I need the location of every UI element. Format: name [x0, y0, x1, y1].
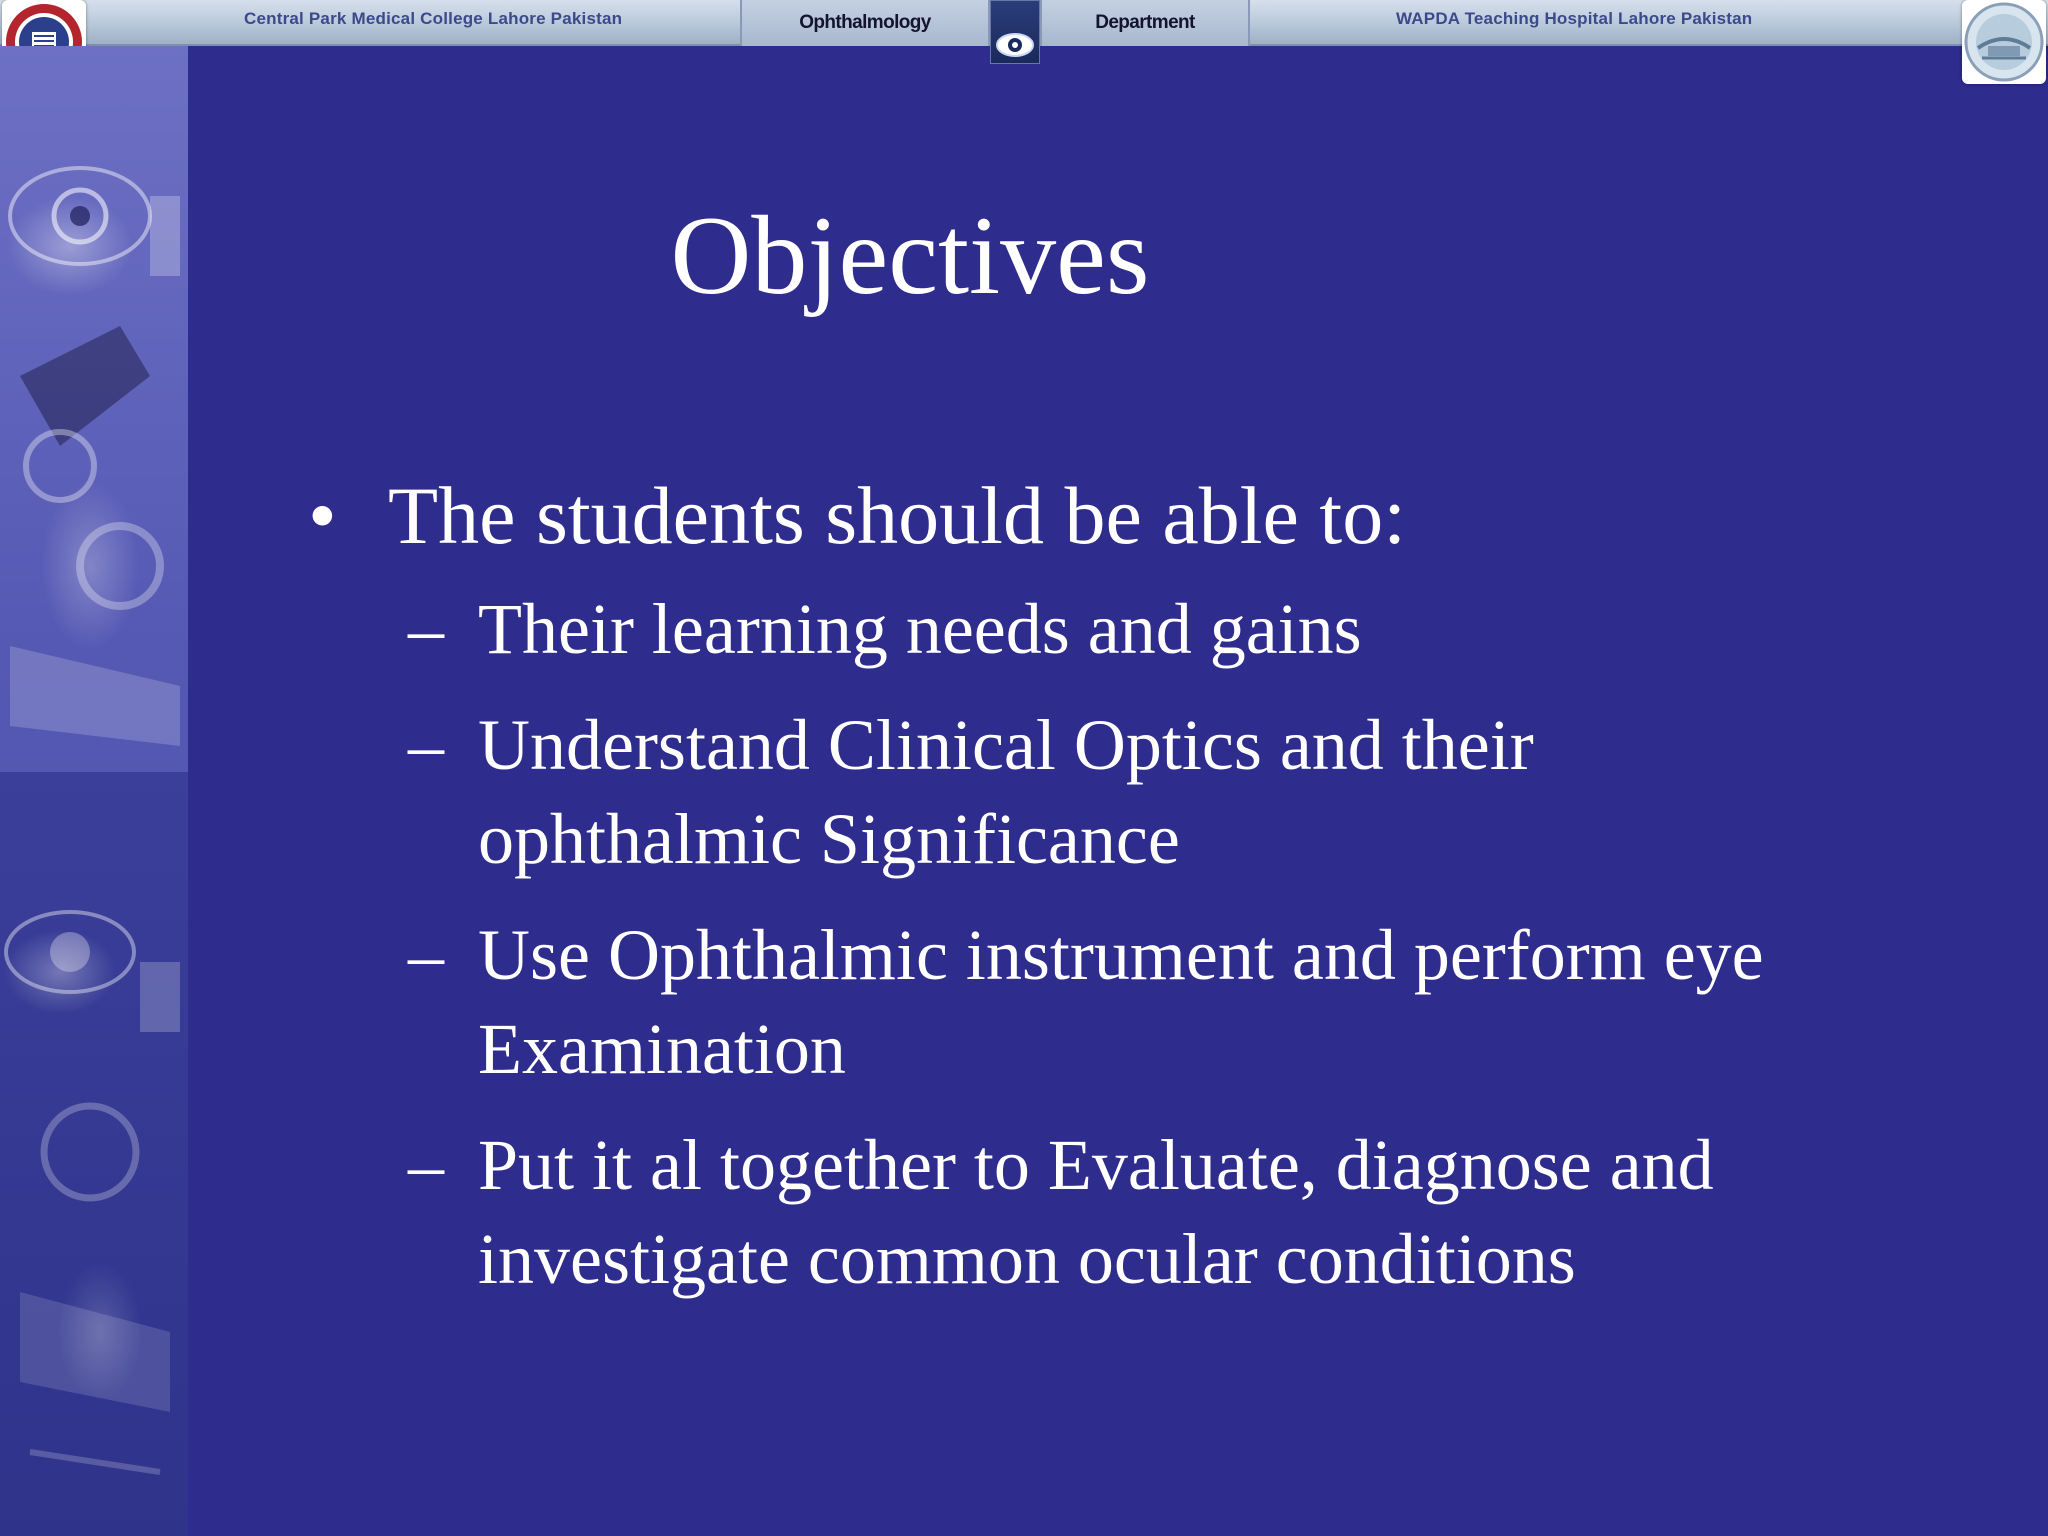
slide-content: [308, 470, 1868, 1328]
slide-title: Objectives: [670, 194, 1150, 318]
college-name: Central Park Medical College Lahore Pakistan: [244, 9, 623, 28]
bullet-marker: •: [308, 470, 337, 561]
main-bullet-text: The students should be able to:: [388, 470, 1406, 561]
sub-bullet-list: [308, 582, 1868, 1306]
department-label-left: [740, 0, 990, 46]
dash-marker: –: [408, 705, 444, 785]
sub-bullet-text: Understand Clinical Optics and their ophthalmic Significance: [478, 705, 1534, 879]
sub-bullet-text: Use Ophthalmic instrument and perform eye Examination: [478, 915, 1764, 1089]
eye-sketch-icon: [0, 772, 188, 1536]
ophthalmic-instrument-icon: [0, 46, 188, 772]
department-text-left: Ophthalmology: [799, 12, 931, 33]
sub-bullet-item: [308, 582, 1868, 676]
hospital-logo: [1962, 0, 2046, 84]
sub-bullet-item: [308, 698, 1868, 886]
sub-bullet-text: Put it al together to Evaluate, diagnose and investigate common ocular conditions: [478, 1125, 1714, 1299]
sub-bullet-item: [308, 1118, 1868, 1306]
dash-marker: –: [408, 915, 444, 995]
sub-bullet-item: [308, 908, 1868, 1096]
hospital-name: WAPDA Teaching Hospital Lahore Pakistan: [1396, 9, 1753, 28]
hospital-seal-icon: [1962, 0, 2046, 84]
sub-bullet-text: Their learning needs and gains: [478, 589, 1362, 669]
eye-emblem: [990, 0, 1040, 64]
department-label-right: [1040, 0, 1250, 46]
decorative-side-image-bottom: [0, 772, 188, 1536]
dash-marker: –: [408, 1125, 444, 1205]
main-bullet: [308, 470, 1868, 562]
department-text-right: Department: [1095, 12, 1195, 33]
eye-icon: [995, 31, 1035, 59]
dash-marker: –: [408, 589, 444, 669]
